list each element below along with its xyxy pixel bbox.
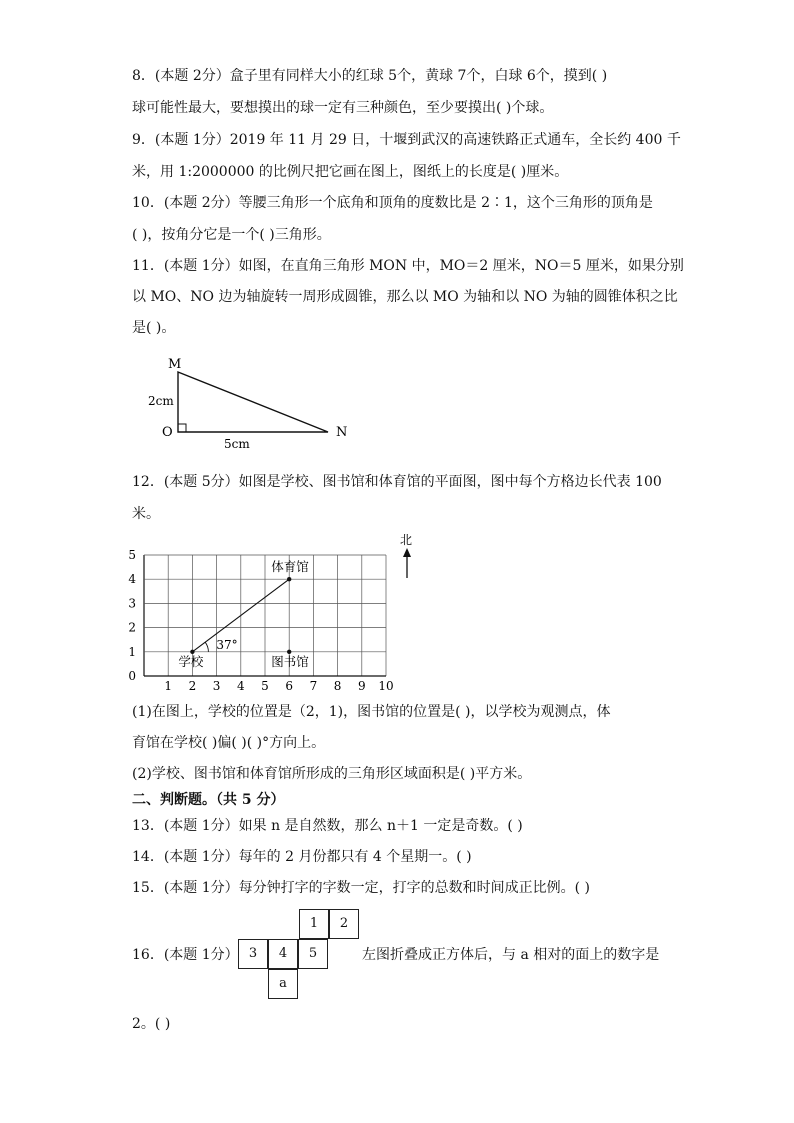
q11-line1: 11．(本题 1分）如图，在直角三角形 MON 中，MO＝2 厘米，NO＝5 厘米，如果分别 (132, 258, 684, 274)
y-tick-label: 1 (128, 644, 136, 659)
y-tick-label: 4 (128, 572, 136, 587)
label-m: M (168, 357, 182, 372)
x-tick-label: 10 (378, 679, 394, 693)
q8-line2: 球可能性最大，要想摸出的球一定有三种颜色，至少要摸出( )个球。 (132, 100, 554, 116)
q16-line2: 2。( ) (132, 1016, 171, 1032)
point-label: 图书馆 (271, 653, 309, 669)
q12-line1: 12．(本题 5分）如图是学校、图书馆和体育馆的平面图，图中每个方格边长代表 100 (132, 474, 662, 490)
campus-grid-map (120, 530, 430, 700)
right-angle-mark (178, 424, 186, 432)
x-tick-label: 1 (164, 679, 173, 693)
angle-arc (205, 642, 208, 652)
side-on-label: 5cm (224, 437, 250, 451)
x-tick-label: 4 (236, 679, 245, 693)
north-arrow (398, 530, 418, 582)
side-mo-label: 2cm (148, 394, 174, 408)
q12-part1-line2: 育馆在学校( )偏( )( )°方向上。 (132, 735, 326, 751)
angle-label: 37° (216, 637, 238, 652)
x-tick-label: 9 (357, 679, 366, 693)
q13: 13．(本题 1分）如果 n 是自然数，那么 n＋1 一定是奇数。( ) (132, 818, 523, 834)
section-judgment-title: 二、判断题。（共 5 分） (132, 792, 285, 808)
x-tick-label: 6 (285, 679, 294, 693)
q15: 15．(本题 1分）每分钟打字的字数一定，打字的总数和时间成正比例。( ) (132, 880, 591, 896)
x-tick-label: 7 (309, 679, 318, 693)
x-tick-label: 2 (188, 679, 197, 693)
x-tick-label: 5 (261, 679, 269, 693)
q11-line2: 以 MO、NO 边为轴旋转一周形成圆锥，那么以 MO 为轴和以 NO 为轴的圆锥体积之比 (132, 289, 678, 305)
north-label: 北 (400, 533, 413, 547)
y-tick-label: 5 (128, 548, 136, 562)
y-tick-label: 3 (128, 596, 136, 611)
point-label: 学校 (178, 653, 204, 669)
x-tick-label: 3 (212, 679, 221, 693)
q11-line3: 是( )。 (132, 320, 176, 336)
q10-line1: 10．(本题 2分）等腰三角形一个底角和顶角的度数比是 2∶1，这个三角形的顶角是 (132, 195, 653, 211)
cube-face-5: 5 (298, 939, 328, 969)
q12-line2: 米。 (132, 506, 160, 522)
triangle-mon-figure (140, 350, 370, 460)
map-point (287, 577, 291, 581)
cube-face-3: 3 (238, 939, 268, 969)
triangle-shape (178, 372, 328, 432)
y-tick-label: 0 (128, 669, 136, 683)
y-tick-label: 2 (128, 620, 136, 635)
q10-line2: ( )，按角分它是一个( )三角形。 (132, 227, 331, 243)
q16-prefix: 16．(本题 1分） (132, 947, 239, 963)
label-n: N (336, 425, 348, 440)
q16-suffix: 左图折叠成正方体后，与 a 相对的面上的数字是 (362, 947, 660, 963)
q12-part1-line1: (1)在图上，学校的位置是（2，1)，图书馆的位置是( )，以学校为观测点，体 (132, 704, 611, 720)
cube-face-2: 2 (329, 909, 359, 939)
point-label: 体育馆 (271, 559, 309, 575)
cube-face-4: 4 (268, 939, 298, 969)
q12-part2: (2)学校、图书馆和体育馆所形成的三角形区域面积是( )平方米。 (132, 766, 532, 782)
q14: 14．(本题 1分）每年的 2 月份都只有 4 个星期一。( ) (132, 849, 472, 865)
cube-face-a: a (268, 969, 298, 999)
q9-line2: 米，用 1:2000000 的比例尺把它画在图上，图纸上的长度是( )厘米。 (132, 164, 569, 180)
north-arrow-head (403, 548, 411, 557)
q8-line1: 8．(本题 2分）盒子里有同样大小的红球 5个，黄球 7个，白球 6个，摸到( ) (132, 68, 608, 84)
q9-line1: 9．(本题 1分）2019 年 11 月 29 日，十堰到武汉的高速铁路正式通车，全长约 400 千 (132, 132, 681, 148)
cube-face-1: 1 (299, 909, 329, 939)
x-tick-label: 8 (333, 679, 342, 693)
label-o: O (162, 425, 173, 440)
